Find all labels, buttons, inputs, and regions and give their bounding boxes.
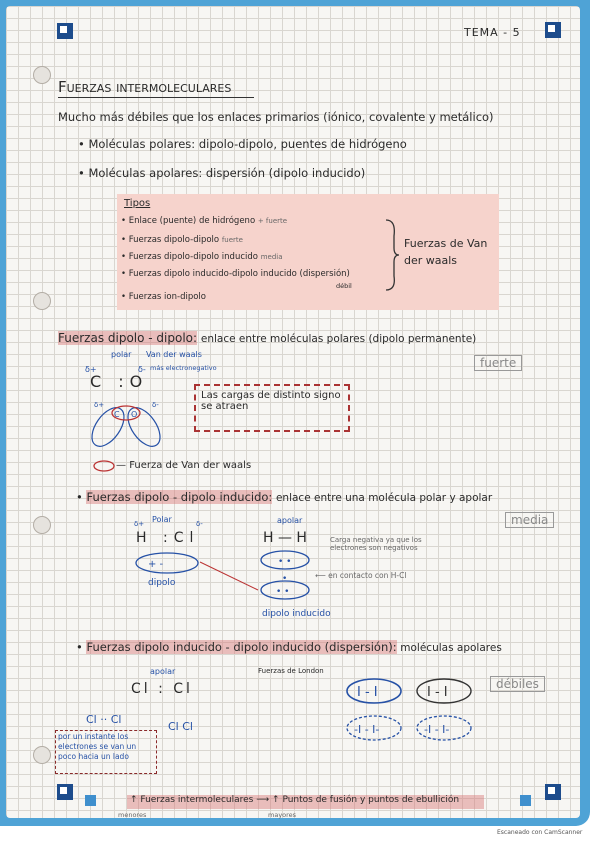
svg-text:I - I: I - I — [357, 685, 378, 700]
h2-molecule: H — H — [263, 530, 307, 546]
corner-marker-icon — [545, 22, 561, 38]
cl-induced-left: Cl ·· Cl — [86, 713, 122, 726]
intro-text: Mucho más débiles que los enlaces primarios (iónico, covalente y metálico) — [58, 110, 494, 124]
scan-marker-icon — [85, 795, 96, 806]
tipo-item: • Fuerzas dipolo inducido-dipolo inducido (dispersión) — [121, 269, 350, 279]
iodine-diagram — [344, 676, 474, 748]
svg-text:-I - I-: -I - I- — [424, 723, 450, 736]
svg-text:I - I: I - I — [427, 685, 448, 700]
polar-label: polar Van der waals — [111, 350, 202, 359]
svg-text:• •: • • — [276, 587, 290, 597]
attraction-text: Las cargas de distinto signo se atraen — [201, 390, 341, 412]
atom-c: C — [114, 410, 120, 419]
svg-text:-I - I-: -I - I- — [354, 723, 380, 736]
contacto-note: ⟵ en contacto con H-Cl — [315, 571, 407, 580]
footer-menores: menores — [118, 811, 147, 819]
hcl-molecule: H :Cl — [136, 530, 200, 546]
binder-hole — [33, 292, 51, 310]
footer-mayores: mayores — [268, 811, 297, 819]
corner-marker-icon — [545, 784, 561, 800]
vdw-legend-icon — [93, 460, 115, 472]
section1-heading: Fuerzas dipolo - dipolo: enlace entre moléculas polares (dipolo permanente) — [58, 331, 477, 345]
cl-induced-right: Cl Cl — [168, 720, 193, 733]
title-underline — [58, 97, 254, 98]
bullet-apolares: • Moléculas apolares: dispersión (dipolo inducido) — [78, 166, 366, 180]
instant-note: por un instante los electrones se van un poco hacia un lado — [58, 732, 137, 761]
induction-arrow — [198, 560, 262, 594]
tipo-item: • Fuerzas dipolo-dipolo inducido media — [121, 252, 283, 262]
london-label: Fuerzas de London — [258, 667, 324, 675]
tipo-item: • Fuerzas ion-dipolo — [121, 292, 206, 302]
delta-minus: δ- — [152, 401, 159, 409]
dipolo-ellipse — [134, 551, 200, 575]
strength-tag: media — [505, 512, 554, 528]
apolar-label: apolar — [150, 667, 176, 676]
brace-label: Fuerzas de Van der waals — [404, 237, 488, 267]
section3-heading: • Fuerzas dipolo inducido - dipolo inducido (dispersión): moléculas apolares — [76, 640, 502, 654]
apolar-label: apolar — [277, 516, 303, 525]
dipolo-inducido-label: dipolo inducido — [262, 609, 331, 619]
brace-icon — [384, 218, 400, 292]
delta-minus: δ- — [196, 520, 203, 528]
scan-marker-icon — [520, 795, 531, 806]
tema-label: TEMA - 5 — [464, 26, 521, 39]
mas-electroneg-note: más electronegativo — [150, 364, 217, 372]
delta-plus: δ+ — [134, 520, 145, 528]
scanner-credit: Escaneado con CamScanner — [497, 829, 583, 836]
strength-tag: débiles — [490, 676, 545, 692]
binder-hole — [33, 746, 51, 764]
delta-minus: δ- — [138, 365, 146, 374]
footer-statement: ↑ Fuerzas intermoleculares ⟶ ↑ Puntos de fusión y puntos de ebullición — [130, 795, 460, 805]
carga-note: Carga negativa ya que los electrones son negativos — [330, 536, 422, 552]
corner-marker-icon — [57, 23, 73, 39]
corner-marker-icon — [57, 784, 73, 800]
cl2-molecule: Cl : Cl — [131, 681, 193, 697]
svg-text:• •: • • — [278, 557, 292, 567]
svg-text:+ -: + - — [148, 559, 164, 570]
vdw-legend-label: — Fuerza de Van der waals — [116, 460, 252, 471]
svg-text:•: • — [282, 574, 288, 584]
tipos-heading: Tipos — [124, 198, 151, 209]
binder-hole — [33, 516, 51, 534]
section2-heading: • Fuerzas dipolo - dipolo inducido: enlace entre una molécula polar y apolar — [76, 490, 493, 504]
h2-ellipses — [258, 548, 312, 604]
delta-plus: δ+ — [85, 365, 97, 374]
dipole-interaction-diagram — [86, 395, 176, 455]
binder-hole — [33, 66, 51, 84]
tipo-item: • Fuerzas dipolo-dipolo fuerte — [121, 235, 243, 245]
atom-o: O — [131, 410, 138, 419]
tipo-strength-note: débil — [336, 282, 352, 290]
dipolo-label: dipolo — [148, 578, 176, 588]
page-title: Fuerzas intermoleculares — [58, 78, 232, 96]
polar-label: Polar — [152, 515, 172, 524]
tipo-item: • Enlace (puente) de hidrógeno + fuerte — [121, 216, 288, 226]
bullet-polares: • Moléculas polares: dipolo-dipolo, puentes de hidrógeno — [78, 137, 407, 151]
co-molecule: C :O — [90, 372, 149, 391]
delta-plus: δ+ — [94, 401, 105, 409]
strength-tag: fuerte — [474, 355, 522, 371]
